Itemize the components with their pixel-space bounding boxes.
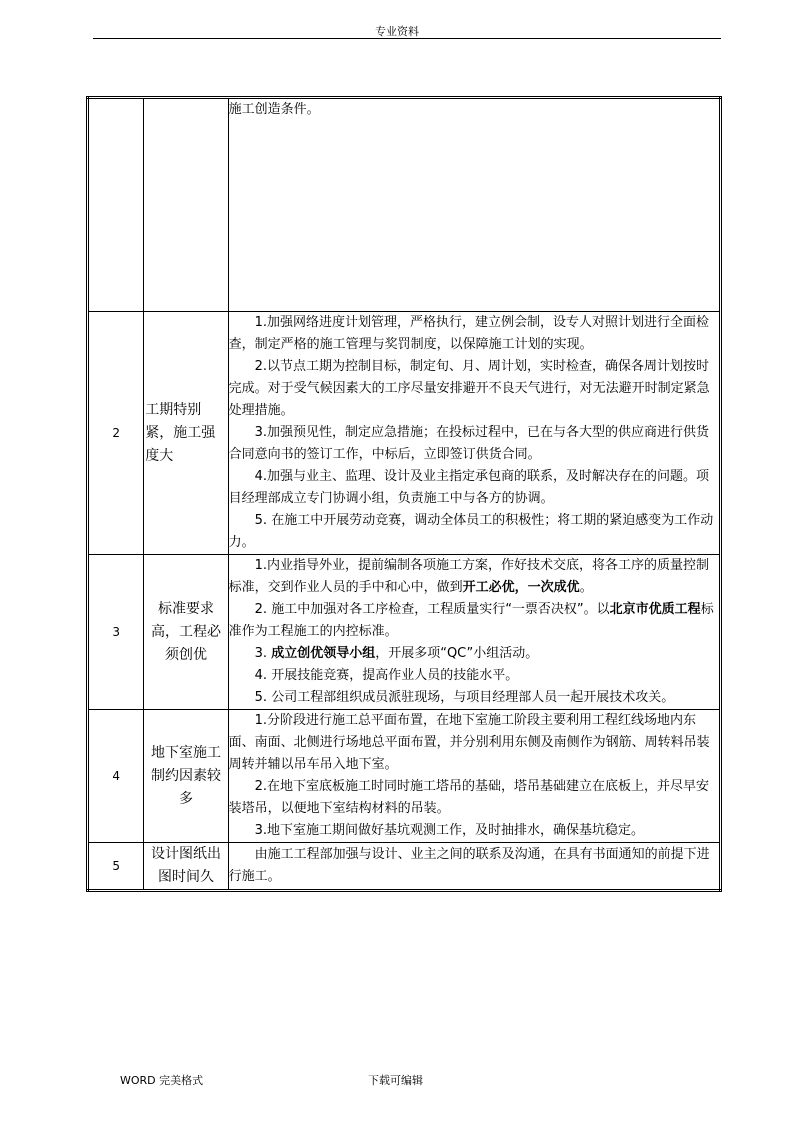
table-row	[88, 312, 721, 555]
measure-paragraph: 1.分阶段进行施工总平面布置，在地下室施工阶段主要利用工程红线场地内东面、南面、北侧进行场地总平面布置，并分别利用东侧及南侧作为钢筋、周转料吊装周转并辅以吊车吊入地下室。	[228, 713, 710, 772]
row-number: 2	[88, 312, 144, 555]
measures-cell	[228, 98, 720, 312]
measure-paragraph: 1.内业指导外业，提前编制各项施工方案，作好技术交底，将各工序的质量控制标准，交到作业人员的手中和心中，做到开工必优，一次成优。	[228, 558, 710, 595]
measures-table	[86, 96, 722, 892]
measures-cell	[228, 555, 720, 710]
measures-cell	[228, 312, 720, 555]
table-row	[88, 710, 721, 843]
measure-paragraph: 4.加强与业主、监理、设计及业主指定承包商的联系，及时解决存在的问题。项目经理部成立专门协调小组，负责施工中与各方的协调。	[228, 469, 710, 506]
row-number	[88, 98, 144, 312]
measure-paragraph: 3. 成立创优领导小组，开展多项“QC”小组活动。	[254, 646, 539, 661]
row-number: 5	[88, 843, 144, 891]
row-number: 4	[88, 710, 144, 843]
issue-cell	[144, 98, 228, 312]
measure-paragraph: 施工创造条件。	[228, 102, 320, 117]
measure-paragraph: 2.以节点工期为控制目标，制定旬、月、周计划，实时检查，确保各周计划按时完成。对于受气候因素大的工序尽量安排避开不良天气进行，对无法避开时制定紧急处理措施。	[228, 359, 710, 418]
measures-cell	[228, 843, 720, 891]
measure-paragraph: 3.加强预见性，制定应急措施；在投标过程中，已在与各大型的供应商进行供货合同意向书的签订工作，中标后，立即签订供货合同。	[228, 425, 710, 462]
table-row	[88, 555, 721, 710]
issue-cell: 工期特别紧，施工强度大	[144, 312, 228, 555]
measure-paragraph: 5. 公司工程部组织成员派驻现场，与项目经理部人员一起开展技术攻关。	[254, 690, 675, 705]
footer-edit-note: 下载可编辑	[368, 1074, 423, 1087]
measure-paragraph: 4. 开展技能竞赛，提高作业人员的技能水平。	[254, 668, 519, 683]
issue-cell: 地下室施工制约因素较多	[144, 710, 228, 843]
measure-paragraph: 2.在地下室底板施工时同时施工塔吊的基础，塔吊基础建立在底板上，并尽早安装塔吊，以便地下室结构材料的吊装。	[228, 779, 710, 816]
measure-paragraph: 1.加强网络进度计划管理，严格执行，建立例会制，设专人对照计划进行全面检查，制定严格的施工管理与奖罚制度，以保障施工计划的实现。	[228, 315, 710, 352]
measure-paragraph: 5. 在施工中开展劳动竞赛，调动全体员工的积极性；将工期的紧迫感变为工作动力。	[228, 513, 714, 550]
measure-paragraph: 3.地下室施工期间做好基坑观测工作，及时抽排水，确保基坑稳定。	[254, 823, 645, 838]
issue-cell: 设计图纸出图时间久	[144, 843, 228, 891]
table-row	[88, 843, 721, 891]
footer-format-note: WORD 完美格式	[120, 1074, 204, 1087]
page-header: 专业资料	[375, 25, 419, 38]
measures-cell	[228, 710, 720, 843]
measure-paragraph: 2. 施工中加强对各工序检查，工程质量实行“一票否决权”。以北京市优质工程标准作为工程施工的内控标准。	[228, 602, 714, 639]
measure-paragraph: 由施工工程部加强与设计、业主之间的联系及沟通，在具有书面通知的前提下进行施工。	[228, 847, 710, 884]
header-rule	[93, 38, 721, 39]
table-row	[88, 98, 721, 312]
row-number: 3	[88, 555, 144, 710]
issue-cell: 标准要求高，工程必须创优	[144, 555, 228, 710]
